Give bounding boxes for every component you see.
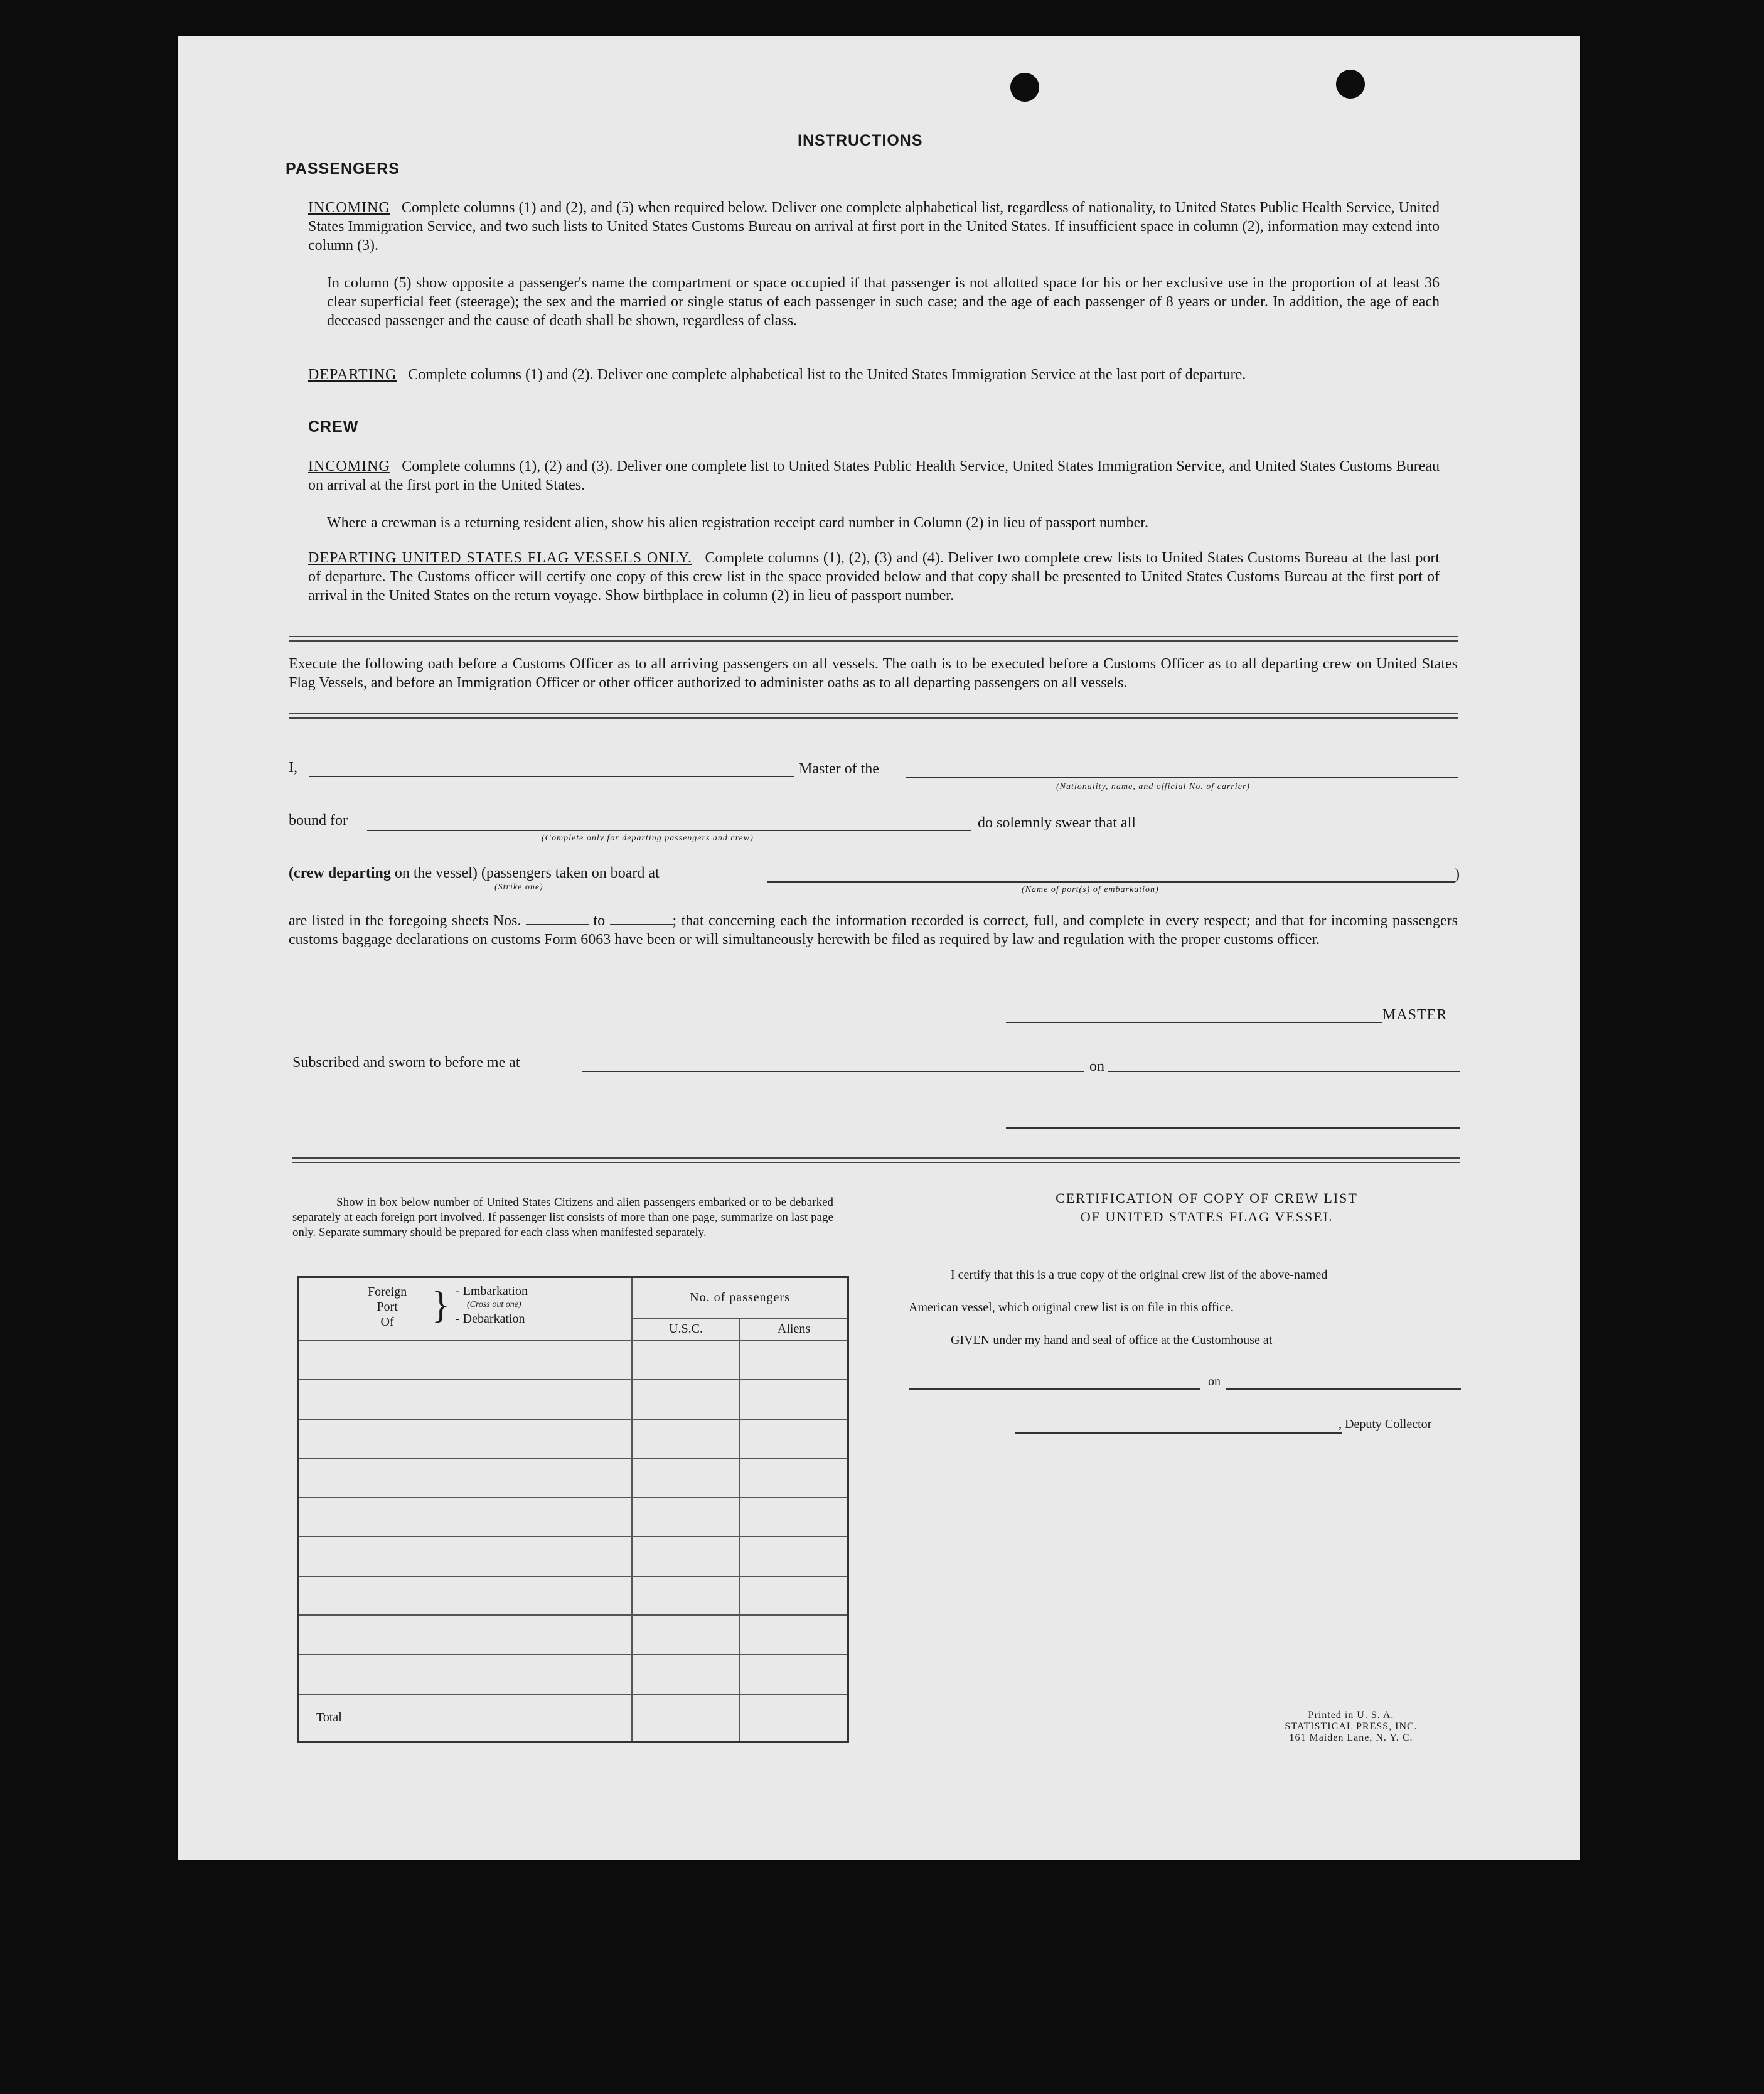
port-cell[interactable] (298, 1615, 633, 1655)
officer-signature-field[interactable] (1006, 1127, 1460, 1129)
certification-on-label: on (1208, 1375, 1221, 1388)
passengers-taken-label: (passengers taken on board at (481, 865, 660, 881)
listed-prefix: are listed in the foregoing sheets Nos. (289, 913, 521, 929)
passengers-departing-instruction (308, 365, 1440, 384)
sheet-from-field[interactable] (526, 913, 589, 925)
no-of-passengers-header: No. of passengers (632, 1277, 848, 1319)
divider (289, 636, 1458, 642)
printer-imprint (1244, 1710, 1458, 1744)
oath-instruction: Execute the following oath before a Customs Officer as to all arriving passengers on all vessels. The oath is to be executed before a Customs Officer as to all departing crew on United States Flag Vessels, and before an Immigration Officer or other officer authorized to administer oaths as to all departing passengers on all vessels. (289, 656, 1458, 691)
crew-heading: CREW (308, 418, 359, 436)
on-the-vessel-label: on the vessel) (394, 865, 478, 881)
incoming-text: Complete columns (1) and (2), and (5) when required below. Deliver one complete alphabetical list, regardless of nationality, to United States Public Health Service, United States Immigration Service, and two such lists to United States Customs Bureau on arrival at first port in the United States. If insufficient space in column (2), information may extend into column (3). (308, 200, 1440, 254)
certification-title (931, 1189, 1483, 1227)
departing-text: Complete columns (1) and (2). Deliver one complete alphabetical list to the United States Immigration Service at the last port of departure. (408, 367, 1246, 383)
oath-statement (289, 911, 1458, 949)
incoming-text: Complete columns (1), (2) and (3). Deliver one complete list to United States Public Health Service, United States Immigration Service, and United States Customs Bureau on arrival at the first port in the United States. (308, 458, 1440, 493)
embarkation-ports-note: (Name of port(s) of embarkation) (1022, 885, 1159, 894)
port-cell[interactable] (298, 1380, 633, 1419)
punch-hole (1010, 73, 1039, 102)
port-label: Port (377, 1300, 398, 1314)
certification-date-field[interactable] (1226, 1388, 1461, 1390)
usc-cell[interactable] (632, 1458, 740, 1498)
of-label: Of (380, 1315, 394, 1329)
master-label: MASTER (1382, 1007, 1448, 1023)
deputy-signature-field[interactable] (1015, 1432, 1342, 1434)
printer-line2: STATISTICAL PRESS, INC. (1285, 1721, 1418, 1732)
carrier-note: (Nationality, name, and official No. of carrier) (1056, 782, 1250, 792)
crew-departing-label: (crew departing (289, 865, 391, 881)
crew-incoming-instruction (308, 457, 1440, 495)
master-name-field[interactable] (309, 776, 794, 777)
cross-out-note: (Cross out one) (467, 1300, 521, 1309)
foreign-label: Foreign (368, 1285, 407, 1299)
given-line: GIVEN under my hand and seal of office at the Customhouse at (951, 1333, 1273, 1347)
aliens-cell[interactable] (740, 1419, 848, 1459)
departing-text: Complete columns (1), (2), (3) and (4). Deliver two complete crew lists to United States Customs Bureau at the last port of departure. The Customs officer will certify one copy of this crew list in the space provided below and that copy shall be presented to United States Customs Bureau at the first port of arrival in the United States on the return voyage. Show birthplace in column (2) in lieu of passport number. (308, 550, 1440, 604)
printer-line1: Printed in U. S. A. (1308, 1710, 1394, 1721)
brace-icon: } (432, 1284, 450, 1326)
aliens-cell[interactable] (740, 1537, 848, 1576)
departing-label: DEPARTING UNITED STATES FLAG VESSELS ONLY. (308, 550, 693, 566)
strike-one-note: (Strike one) (494, 883, 543, 892)
passengers-heading: PASSENGERS (286, 160, 400, 178)
swear-label: do solemnly swear that all (978, 815, 1136, 831)
punch-hole (1336, 70, 1365, 99)
port-cell[interactable] (298, 1576, 633, 1616)
port-cell[interactable] (298, 1498, 633, 1537)
usc-cell[interactable] (632, 1537, 740, 1576)
sworn-date-field[interactable] (1108, 1071, 1460, 1072)
sheet-to-field[interactable] (610, 913, 673, 925)
crew-resident-instruction: Where a crewman is a returning resident alien, show his alien registration receipt card number in Column (2) in lieu of passport number. (327, 515, 1148, 531)
aliens-cell[interactable] (740, 1340, 848, 1380)
port-cell[interactable] (298, 1655, 633, 1694)
to-label: to (593, 913, 606, 929)
divider (289, 713, 1458, 719)
usc-cell[interactable] (632, 1655, 740, 1694)
master-signature-field[interactable] (1006, 1022, 1382, 1023)
aliens-cell[interactable] (740, 1498, 848, 1537)
page-title: INSTRUCTIONS (798, 132, 923, 149)
subscribed-label: Subscribed and sworn to before me at (292, 1055, 520, 1071)
departing-label: DEPARTING (308, 367, 397, 383)
summary-note: Show in box below number of United States Citizens and alien passengers embarked or to be debarked separately at each foreign port involved. If passenger list consists of more than one page, summarize on last page only. Separate summary should be prepared for each class when manifested separately. (292, 1196, 833, 1239)
sworn-on-label: on (1089, 1058, 1104, 1075)
embarkation-label: - Embarkation (456, 1284, 528, 1298)
port-cell[interactable] (298, 1340, 633, 1380)
aliens-cell[interactable] (740, 1655, 848, 1694)
bound-for-field[interactable] (367, 830, 971, 831)
debarkation-label: - Debarkation (456, 1312, 525, 1326)
aliens-cell[interactable] (740, 1615, 848, 1655)
usc-cell[interactable] (632, 1498, 740, 1537)
usc-total-cell[interactable] (632, 1694, 740, 1742)
listed-suffix: ; that concerning each the information recorded is correct, full, and complete in every respect; and that for incoming passengers customs baggage declarations on customs Form 6063 have been or will simultaneously herewith be filed as required by law and regulation with the proper customs officer. (289, 913, 1458, 948)
certify-line1: I certify that this is a true copy of the original crew list of the above-named (951, 1268, 1328, 1282)
divider (292, 1157, 1460, 1163)
embarkation-ports-field[interactable] (767, 881, 1455, 883)
bound-for-note: (Complete only for departing passengers and crew) (542, 834, 754, 843)
passengers-incoming-instruction (308, 198, 1440, 255)
port-cell[interactable] (298, 1537, 633, 1576)
sworn-place-field[interactable] (582, 1071, 1084, 1072)
customhouse-field[interactable] (909, 1388, 1200, 1390)
strike-one-line (289, 865, 660, 882)
printer-line3: 161 Maiden Lane, N. Y. C. (1289, 1732, 1413, 1743)
crew-departing-instruction (308, 549, 1440, 605)
aliens-total-cell[interactable] (740, 1694, 848, 1742)
incoming-label: INCOMING (308, 200, 390, 216)
usc-cell[interactable] (632, 1380, 740, 1419)
oath-i-label: I, (289, 760, 297, 776)
aliens-header: Aliens (740, 1318, 848, 1340)
total-label: Total (298, 1694, 633, 1742)
certify-line2: American vessel, which original crew list is on file in this office. (909, 1301, 1234, 1314)
carrier-field[interactable] (906, 777, 1458, 778)
bound-for-label: bound for (289, 812, 348, 829)
usc-cell[interactable] (632, 1419, 740, 1459)
usc-cell[interactable] (632, 1615, 740, 1655)
usc-cell[interactable] (632, 1340, 740, 1380)
close-paren: ) (1455, 866, 1460, 883)
port-cell[interactable] (298, 1419, 633, 1459)
usc-header: U.S.C. (632, 1318, 740, 1340)
aliens-cell[interactable] (740, 1576, 848, 1616)
foreign-port-header (298, 1277, 633, 1341)
aliens-cell[interactable] (740, 1380, 848, 1419)
passengers-column5-instruction: In column (5) show opposite a passenger's name the compartment or space occupied if that passenger is not allotted space for his or her exclusive use in the proportion of at least 36 clear superficial feet (steerage); the sex and the married or single status of each passenger in such case; and the age of each passenger of 8 years or under. In addition, the age of each deceased passenger and the cause of death shall be shown, regardless of class. (327, 275, 1440, 329)
aliens-cell[interactable] (740, 1458, 848, 1498)
deputy-collector-label: , Deputy Collector (1339, 1417, 1432, 1431)
form-page (178, 36, 1580, 1860)
usc-cell[interactable] (632, 1576, 740, 1616)
incoming-label: INCOMING (308, 458, 390, 475)
certification-title-line1: CERTIFICATION OF COPY OF CREW LIST (1056, 1190, 1358, 1206)
passenger-summary-table (297, 1276, 849, 1743)
port-cell[interactable] (298, 1458, 633, 1498)
master-of-label: Master of the (799, 761, 879, 777)
certification-title-line2: OF UNITED STATES FLAG VESSEL (1080, 1209, 1334, 1225)
